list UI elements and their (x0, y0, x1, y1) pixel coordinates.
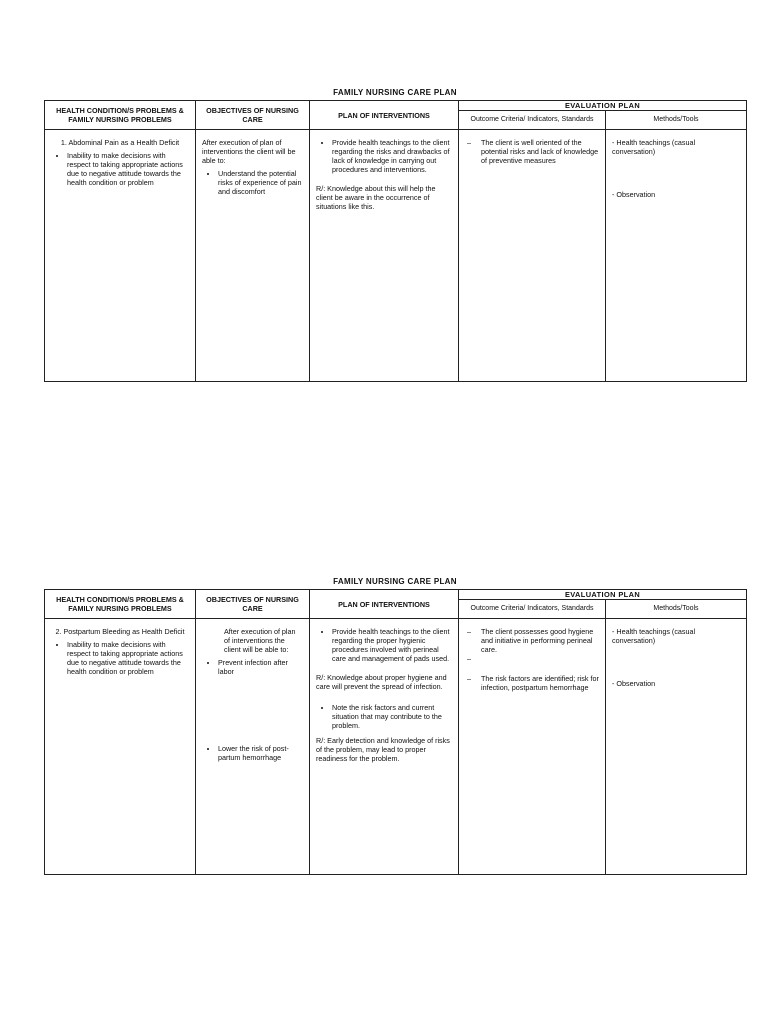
health-problem-cell (45, 619, 196, 875)
health-problem-list (51, 640, 189, 676)
care-plan-table (44, 100, 747, 382)
method-item: - Health teachings (casual conversation) (612, 627, 696, 646)
intervention-item: • Provide health teachings to the client regarding the proper hygienic procedures involved with perineal care and management of pads used. (332, 627, 452, 663)
interventions-list (316, 627, 452, 663)
method-item: - Observation (612, 190, 656, 200)
header-health-conditions: HEALTH CONDITION/S PROBLEMS & FAMILY NURSING PROBLEMS (45, 101, 196, 130)
objectives-intro: After execution of plan of interventions the client will be able to: (202, 138, 296, 166)
intervention-rationale: R/: Knowledge about proper hygiene and care will prevent the spread of infection. (316, 673, 447, 692)
objectives-intro: After execution of plan of interventions the client will be able to: (224, 627, 296, 655)
header-objectives: OBJECTIVES OF NURSING CARE (196, 101, 310, 130)
header-outcome-criteria: Outcome Criteria/ Indicators, Standards (459, 600, 606, 619)
objective-item: • Understand the potential risks of experience of pain and discomfort (218, 169, 303, 196)
header-outcome-criteria: Outcome Criteria/ Indicators, Standards (459, 111, 606, 130)
care-plan-2 (44, 575, 746, 875)
method-item: - Observation (612, 679, 656, 689)
header-interventions: PLAN OF INTERVENTIONS (310, 101, 459, 130)
header-objectives: OBJECTIVES OF NURSING CARE (196, 590, 310, 619)
objectives-list (202, 169, 303, 196)
plan-title: FAMILY NURSING CARE PLAN (333, 88, 457, 97)
health-problem-item: • Inability to make decisions with respect to taking appropriate actions due to negative attitude towards the health condition or problem (67, 151, 189, 187)
outcome-cell (459, 619, 606, 875)
header-interventions: PLAN OF INTERVENTIONS (310, 590, 459, 619)
objective-item: • Lower the risk of post-partum hemorrhage (218, 744, 303, 762)
interventions-list (316, 703, 452, 730)
header-health-conditions: HEALTH CONDITION/S PROBLEMS & FAMILY NURSING PROBLEMS (45, 590, 196, 619)
header-evaluation-plan: EVALUATION PLAN (459, 590, 747, 600)
plan-title: FAMILY NURSING CARE PLAN (333, 577, 457, 586)
header-methods-tools: Methods/Tools (606, 600, 747, 619)
health-problem-title: 2. Postpartum Bleeding as Health Deficit (55, 627, 185, 637)
intervention-rationale: R/: Knowledge about this will help the client be aware in the occurrence of situations like this. (316, 184, 436, 212)
intervention-item: • Provide health teachings to the client regarding the risks and drawbacks of lack of knowledge in carrying out procedures and interventions. (332, 138, 452, 174)
outcome-list (465, 138, 599, 165)
outcome-list (465, 627, 599, 692)
outcome-item: – The risk factors are identified; risk for infection, postpartum hemorrhage (481, 674, 599, 692)
health-problem-item: • Inability to make decisions with respect to taking appropriate actions due to negative attitude towards the health condition or problem (67, 640, 189, 676)
health-problem-title: 1. Abdominal Pain as a Health Deficit (60, 138, 180, 148)
interventions-cell (310, 619, 459, 875)
outcome-cell (459, 130, 606, 382)
header-evaluation-plan: EVALUATION PLAN (459, 101, 747, 111)
header-methods-tools: Methods/Tools (606, 111, 747, 130)
care-plan-table (44, 589, 747, 875)
interventions-list (316, 138, 452, 174)
objective-item: • Prevent infection after labor (218, 658, 303, 676)
method-item: - Health teachings (casual conversation) (612, 138, 696, 157)
outcome-item: – The client possesses good hygiene and initiative in performing perineal care. (481, 627, 599, 654)
interventions-cell (310, 130, 459, 382)
methods-cell (606, 130, 747, 382)
objectives-cell (196, 619, 310, 875)
intervention-rationale: R/: Early detection and knowledge of risks of the problem, may lead to proper readiness for the problem. (316, 736, 450, 764)
intervention-item: • Note the risk factors and current situation that may contribute to the problem. (332, 703, 452, 730)
health-problem-cell (45, 130, 196, 382)
objectives-cell (196, 130, 310, 382)
care-plan-1 (44, 86, 746, 382)
outcome-item: – The client is well oriented of the potential risks and lack of knowledge of preventive measures (481, 138, 599, 165)
health-problem-list (51, 151, 189, 187)
objectives-list (202, 658, 303, 762)
methods-cell (606, 619, 747, 875)
